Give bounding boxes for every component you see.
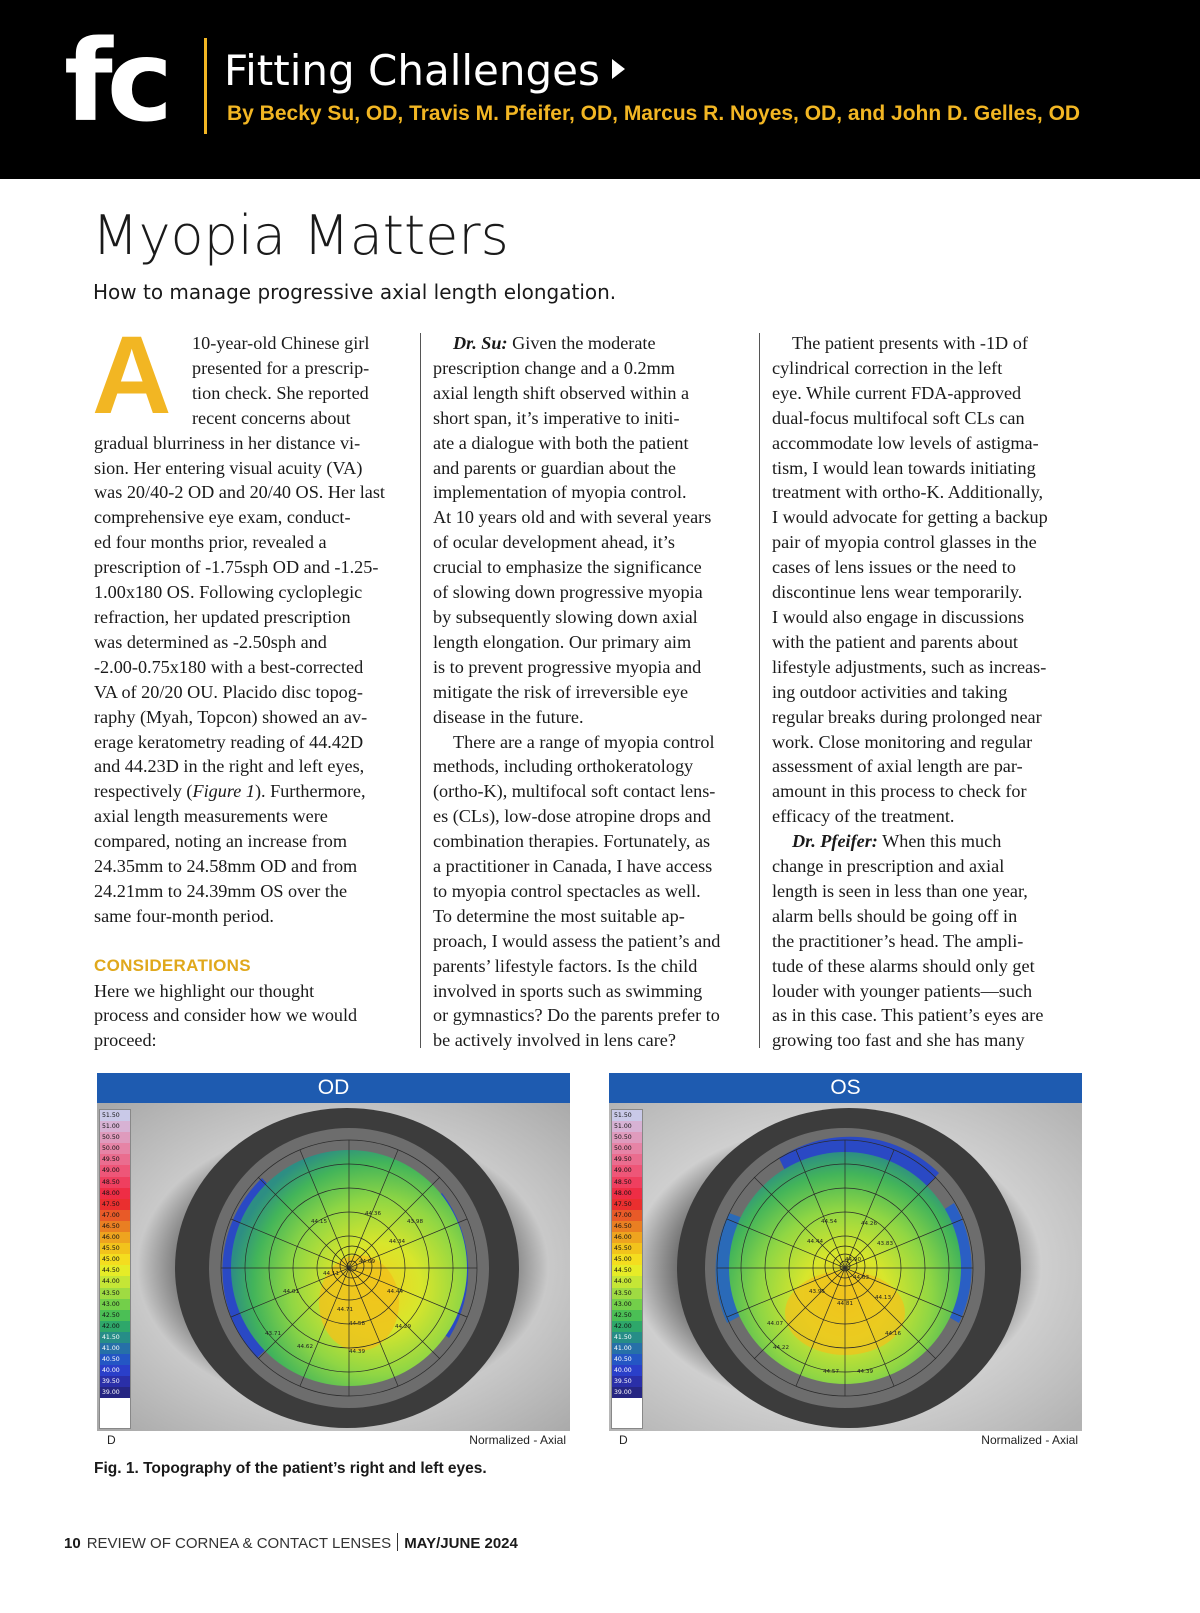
legend-scale-value: 47.00 <box>100 1210 130 1221</box>
text-line: growing too fast and she has many <box>772 1030 1025 1051</box>
legend-scale-value: 49.50 <box>612 1154 642 1165</box>
legend-scale-value: 45.50 <box>612 1243 642 1254</box>
legend-scale-value: 42.00 <box>612 1321 642 1332</box>
legend-scale-value: 40.50 <box>100 1354 130 1365</box>
legend-scale-value: 47.50 <box>612 1199 642 1210</box>
page-footer <box>64 1533 518 1552</box>
legend-scale-value: 45.00 <box>612 1254 642 1265</box>
k-value: 44.26 <box>861 1221 878 1227</box>
legend-scale-value: 47.00 <box>612 1210 642 1221</box>
legend-scale-value: 49.00 <box>100 1165 130 1176</box>
text-line: same four-month period. <box>94 905 274 926</box>
topography-svg <box>97 1103 570 1431</box>
issue-date: MAY/JUNE 2024 <box>404 1535 518 1552</box>
k-value: 44.22 <box>773 1345 790 1351</box>
text-line: prescription of -1.75sph OD and -1.25- <box>94 557 379 578</box>
topography-map-os <box>609 1103 1082 1431</box>
k-value: 43.71 <box>265 1331 282 1337</box>
footer-divider <box>397 1533 398 1551</box>
text-line: work. Close monitoring and regular <box>772 731 1033 752</box>
text-line: ing outdoor activities and taking <box>772 681 1008 702</box>
k-value: 43.95 <box>809 1289 826 1295</box>
text-line: prescription change and a 0.2mm <box>433 357 675 378</box>
text-line <box>772 829 1092 854</box>
text-line: There are a range of myopia control <box>453 731 715 752</box>
text-line: or gymnastics? Do the parents prefer to <box>433 1005 720 1026</box>
text-line: by subsequently slowing down axial <box>433 606 698 627</box>
section-name-text: Fitting Challenges <box>224 46 600 95</box>
text-line: assessment of axial length are par- <box>772 756 1023 777</box>
text-line <box>433 331 751 356</box>
text-line: -2.00-0.75x180 with a best-corrected <box>94 656 364 677</box>
figure-reference: Figure 1 <box>192 781 255 802</box>
text-line: crucial to emphasize the significance <box>433 557 702 578</box>
text-line: with the patient and parents about <box>772 631 1018 652</box>
k-value: 44.36 <box>365 1211 382 1217</box>
k-value: 43.98 <box>407 1219 424 1225</box>
text-line: amount in this process to check for <box>772 781 1027 802</box>
body-column-3 <box>772 331 1092 1053</box>
legend-scale-value: 40.00 <box>612 1365 642 1376</box>
k-value: 44.71 <box>337 1307 354 1313</box>
text-line: VA of 20/20 OU. Placido disc topog- <box>94 681 363 702</box>
page-number: 10 <box>64 1535 81 1552</box>
text-line: Here we highlight our thought <box>94 980 315 1001</box>
legend-scale-value: 51.00 <box>612 1121 642 1132</box>
text-line: and 44.23D in the right and left eyes, <box>94 756 365 777</box>
text-line: es (CLs), low-dose atropine drops and <box>433 806 711 827</box>
legend-scale-value: 51.00 <box>100 1121 130 1132</box>
text-run: ). Furthermore, <box>254 781 366 802</box>
text-line: presented for a prescrip- <box>192 357 370 378</box>
k-value: 44.15 <box>311 1219 328 1225</box>
text-line: combination therapies. Fortunately, as <box>433 831 711 852</box>
color-scale-legend <box>99 1109 131 1429</box>
k-value: 44.34 <box>389 1239 406 1245</box>
legend-scale-value: 46.50 <box>612 1221 642 1232</box>
text-line: I would advocate for getting a backup <box>772 507 1048 528</box>
text-line: dual-focus multifocal soft CLs can <box>772 407 1025 428</box>
k-value: 44.29 <box>395 1324 412 1330</box>
text-line: alarm bells should be going off in <box>772 905 1018 926</box>
legend-scale-value: 48.00 <box>100 1188 130 1199</box>
text-line: length elongation. Our primary aim <box>433 631 692 652</box>
speaker-label: Dr. Su: <box>453 333 508 353</box>
figure-mode-label: Normalized - Axial <box>469 1433 566 1447</box>
legend-scale-value: 39.50 <box>612 1376 642 1387</box>
center-value: 44.90 <box>845 1257 862 1263</box>
text-line: process and consider how we would <box>94 1005 358 1026</box>
legend-scale-value: 41.00 <box>612 1343 642 1354</box>
text-line: tism, I would lean towards initiating <box>772 457 1036 478</box>
legend-scale-value: 50.00 <box>100 1143 130 1154</box>
topography-svg <box>609 1103 1082 1431</box>
legend-scale-value: 40.50 <box>612 1354 642 1365</box>
k-value: 44.58 <box>349 1321 366 1327</box>
text-line: methods, including orthokeratology <box>433 756 694 777</box>
text-line: discontinue lens wear temporarily. <box>772 582 1023 603</box>
text-run: When this much <box>877 831 1002 852</box>
text-line: mitigate the risk of irreversible eye <box>433 681 689 702</box>
k-value: 44.16 <box>885 1331 902 1337</box>
text-line: short span, it’s imperative to initi- <box>433 407 680 428</box>
text-line: I would also engage in discussions <box>772 606 1025 627</box>
section-header <box>0 0 1200 179</box>
text-line: disease in the future. <box>433 706 584 727</box>
text-line: lifestyle adjustments, such as increas- <box>772 656 1047 677</box>
text-line <box>94 779 406 804</box>
column-divider <box>420 333 421 1048</box>
k-value: 44.13 <box>875 1295 892 1301</box>
legend-scale-value: 50.00 <box>612 1143 642 1154</box>
figure-eye-label: OD <box>97 1073 570 1103</box>
text-line: change in prescription and axial <box>772 856 1005 877</box>
legend-scale-value: 42.00 <box>100 1321 130 1332</box>
fc-logo: fc <box>64 17 168 147</box>
text-line: axial length measurements were <box>94 806 328 827</box>
legend-scale-value: 42.50 <box>612 1310 642 1321</box>
legend-scale-value: 43.00 <box>100 1299 130 1310</box>
legend-scale-value: 45.50 <box>100 1243 130 1254</box>
k-value: 43.83 <box>877 1241 894 1247</box>
legend-scale-value: 46.50 <box>100 1221 130 1232</box>
text-line: 24.21mm to 24.39mm OS over the <box>94 880 348 901</box>
legend-scale-value: 40.00 <box>100 1365 130 1376</box>
k-value: 44.07 <box>767 1321 784 1327</box>
text-line: ed four months prior, revealed a <box>94 532 327 553</box>
center-value: 44.69 <box>359 1259 376 1265</box>
text-line: 1.00x180 OS. Following cycloplegic <box>94 582 363 603</box>
text-line: louder with younger patients—such <box>772 980 1033 1001</box>
blank-line <box>94 929 406 954</box>
legend-scale-value: 43.50 <box>100 1288 130 1299</box>
text-line: is to prevent progressive myopia and <box>433 656 702 677</box>
text-line: proceed: <box>94 1030 157 1051</box>
text-line: ate a dialogue with both the patient <box>433 432 689 453</box>
text-line: eye. While current FDA-approved <box>772 382 1022 403</box>
legend-scale-value: 51.50 <box>612 1110 642 1121</box>
text-line: comprehensive eye exam, conduct- <box>94 507 351 528</box>
text-line: pair of myopia control glasses in the <box>772 532 1037 553</box>
text-line: (ortho-K), multifocal soft contact lens- <box>433 781 716 802</box>
center-value: 44.63 <box>853 1275 870 1281</box>
text-line: to myopia control spectacles as well. <box>433 880 701 901</box>
legend-scale-value: 41.00 <box>100 1343 130 1354</box>
text-line: To determine the most suitable ap- <box>433 905 685 926</box>
legend-scale-value: 50.50 <box>612 1132 642 1143</box>
figure-mode-label: Normalized - Axial <box>981 1433 1078 1447</box>
legend-scale-value: 48.50 <box>100 1177 130 1188</box>
legend-scale-value: 49.00 <box>612 1165 642 1176</box>
text-line: the practitioner’s head. The ampli- <box>772 930 1024 951</box>
text-line: treatment with ortho-K. Additionally, <box>772 482 1044 503</box>
legend-scale-value: 50.50 <box>100 1132 130 1143</box>
text-line: refraction, her updated prescription <box>94 606 351 627</box>
legend-scale-value: 47.50 <box>100 1199 130 1210</box>
legend-scale-value: 44.50 <box>612 1265 642 1276</box>
legend-scale-value: 44.50 <box>100 1265 130 1276</box>
text-line: tude of these alarms should only get <box>772 955 1035 976</box>
section-name <box>224 46 625 96</box>
text-line: cylindrical correction in the left <box>772 357 1003 378</box>
k-value: 44.39 <box>349 1349 366 1355</box>
body-column-1 <box>92 314 406 1053</box>
text-run: respectively ( <box>94 781 193 802</box>
text-line: axial length shift observed within a <box>433 382 690 403</box>
text-line: was 20/40-2 OD and 20/40 OS. Her last <box>94 482 385 503</box>
legend-scale-value: 49.50 <box>100 1154 130 1165</box>
text-line: involved in sports such as swimming <box>433 980 703 1001</box>
text-line: 24.35mm to 24.58mm OD and from <box>94 856 358 877</box>
text-line: sion. Her entering visual acuity (VA) <box>94 457 363 478</box>
k-value: 44.39 <box>857 1369 874 1375</box>
text-line: of slowing down progressive myopia <box>433 582 703 603</box>
legend-scale-value: 48.00 <box>612 1188 642 1199</box>
speaker-label: Dr. Pfeifer: <box>792 831 878 852</box>
legend-scale-value: 44.00 <box>100 1276 130 1287</box>
publication-name: REVIEW OF CORNEA & CONTACT LENSES <box>86 1535 392 1552</box>
text-line: raphy (Myah, Topcon) showed an av- <box>94 706 368 727</box>
text-line: of ocular development ahead, it’s <box>433 532 675 553</box>
text-line: implementation of myopia control. <box>433 482 687 503</box>
article-title: Myopia Matters <box>92 204 509 267</box>
center-value: 44.11 <box>323 1271 340 1277</box>
body-column-2 <box>433 331 751 1053</box>
legend-scale-value: 48.50 <box>612 1177 642 1188</box>
text-line: At 10 years old and with several years <box>433 507 712 528</box>
text-line: proach, I would assess the patient’s and <box>433 930 721 951</box>
play-arrow-icon <box>612 59 625 79</box>
text-line: 10-year-old Chinese girl <box>192 333 370 353</box>
text-line: tion check. She reported <box>192 382 369 403</box>
text-line: The patient presents with -1D of <box>792 333 1028 353</box>
legend-scale-value: 51.50 <box>100 1110 130 1121</box>
legend-scale-value: 39.00 <box>612 1387 642 1398</box>
text-line: recent concerns about <box>192 407 351 428</box>
text-line: parents’ lifestyle factors. Is the child <box>433 955 698 976</box>
text-line: a practitioner in Canada, I have access <box>433 856 713 877</box>
column-divider <box>759 333 760 1048</box>
text-line: as in this case. This patient’s eyes are <box>772 1005 1044 1026</box>
legend-scale-value: 44.00 <box>612 1276 642 1287</box>
figure-orientation-label: D <box>619 1433 628 1447</box>
legend-scale-value: 43.50 <box>612 1288 642 1299</box>
text-line: and parents or guardian about the <box>433 457 676 478</box>
text-run: Given the moderate <box>507 333 656 353</box>
k-value: 44.54 <box>821 1219 838 1225</box>
article-deck: How to manage progressive axial length elongation. <box>93 280 617 304</box>
text-line: regular breaks during prolonged near <box>772 706 1042 727</box>
legend-scale-value: 42.50 <box>100 1310 130 1321</box>
figure-caption: Fig. 1. Topography of the patient’s right and left eyes. <box>94 1460 487 1477</box>
k-value: 44.62 <box>297 1344 314 1350</box>
k-value: 44.44 <box>807 1239 824 1245</box>
k-value: 44.44 <box>387 1289 404 1295</box>
legend-scale-value: 46.00 <box>612 1232 642 1243</box>
text-line: was determined as -2.50sph and <box>94 631 327 652</box>
text-line: accommodate low levels of astigma- <box>772 432 1039 453</box>
legend-scale-value: 41.50 <box>612 1332 642 1343</box>
figure-eye-label: OS <box>609 1073 1082 1103</box>
text-line: cases of lens issues or the need to <box>772 557 1016 578</box>
topography-figure-os <box>609 1073 1082 1449</box>
legend-scale-value: 46.00 <box>100 1232 130 1243</box>
topography-map-od <box>97 1103 570 1431</box>
color-scale-legend <box>611 1109 643 1429</box>
text-line: compared, noting an increase from <box>94 831 348 852</box>
byline: By Becky Su, OD, Travis M. Pfeifer, OD, Marcus R. Noyes, OD, and John D. Gelles, OD <box>227 102 1081 125</box>
legend-scale-value: 43.00 <box>612 1299 642 1310</box>
legend-scale-value: 45.00 <box>100 1254 130 1265</box>
subheading-considerations: CONSIDERATIONS <box>94 955 251 975</box>
figure-orientation-label: D <box>107 1433 116 1447</box>
legend-scale-value: 41.50 <box>100 1332 130 1343</box>
k-value: 44.57 <box>823 1369 840 1375</box>
text-line: be actively involved in lens care? <box>433 1030 676 1051</box>
text-line: gradual blurriness in her distance vi- <box>94 432 361 453</box>
topography-figure-od <box>97 1073 570 1449</box>
k-value: 44.81 <box>837 1301 854 1307</box>
text-line: erage keratometry reading of 44.42D <box>94 731 364 752</box>
legend-scale-value: 39.50 <box>100 1376 130 1387</box>
k-value: 44.01 <box>283 1289 300 1295</box>
text-line: efficacy of the treatment. <box>772 806 955 827</box>
legend-scale-value: 39.00 <box>100 1387 130 1398</box>
drop-cap: A <box>92 314 172 437</box>
header-divider <box>204 38 207 134</box>
text-line: length is seen in less than one year, <box>772 880 1028 901</box>
